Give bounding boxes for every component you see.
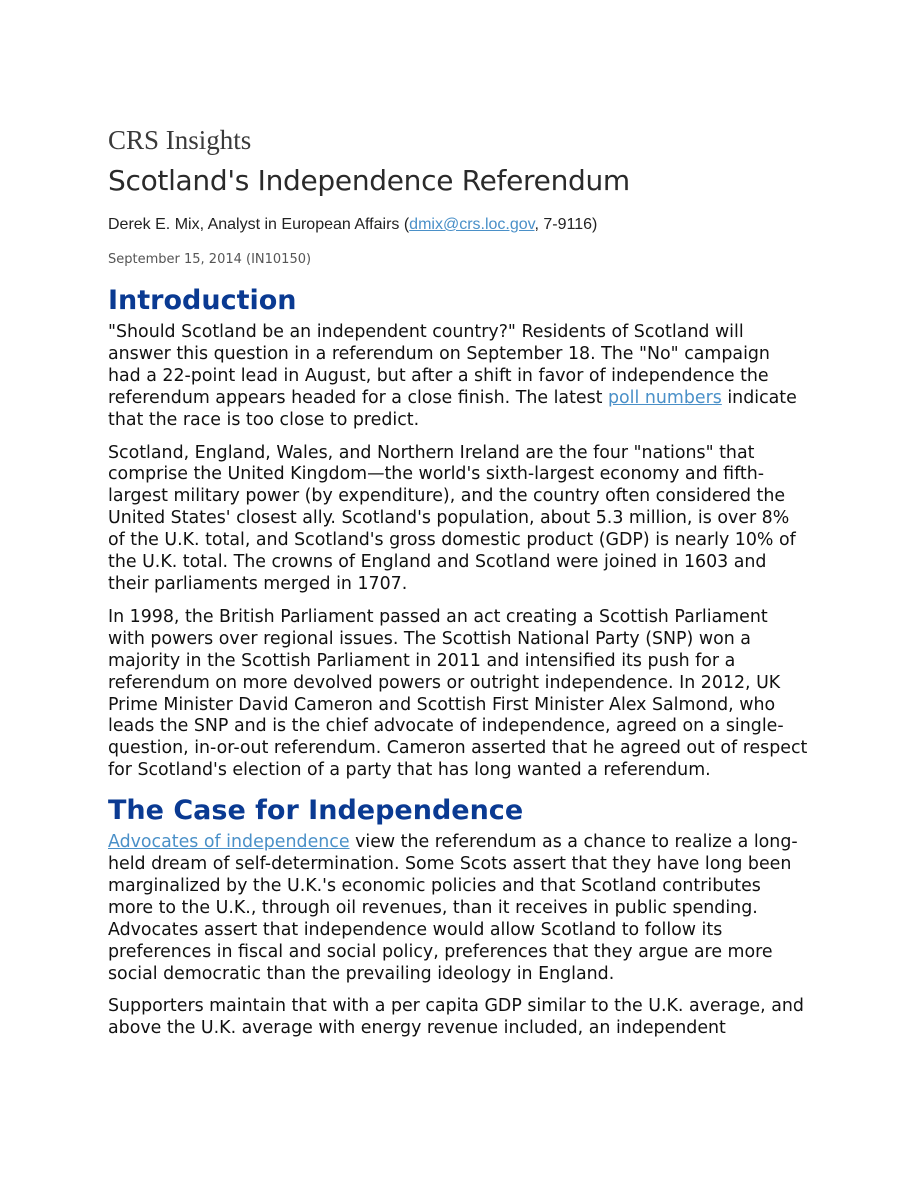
report-title: Scotland's Independence Referendum: [108, 164, 630, 197]
report-date: September 15, 2014 (IN10150): [108, 252, 312, 267]
intro-p1-text-b: indicate that the race is too close to predict.: [108, 387, 797, 430]
poll-numbers-link[interactable]: poll numbers: [608, 387, 722, 408]
intro-paragraph-2: Scotland, England, Wales, and Northern Ireland are the four "nations" that comprise the United Kingdom—the world's sixth-largest economy and fifth-largest military power (by expenditure), and the country often considered the United States' closest ally. Scotland's population, about 5.3 million, is over 8% of the U.K. total, and Scotland's gross domestic product (GDP) is nearly 10% of the U.K. total. The crowns of England and Scotland were joined in 1603 and their parliaments merged in 1707.: [108, 442, 796, 594]
case-p1-text: view the referendum as a chance to realize a long-held dream of self-determination. Some Scots assert that they have long been marginalized by the U.K.'s economic policies and that Scotland contributes more to the U.K., through oil revenues, than it receives in public spending. Advocates assert that independence would allow Scotland to follow its preferences in fiscal and social policy, preferences that they argue are more social democratic than the prevailing ideology in England.: [108, 832, 798, 984]
heading-case-for-independence: The Case for Independence: [108, 795, 524, 827]
case-paragraph-2: Supporters maintain that with a per capita GDP similar to the U.K. average, and above the U.K. average with energy revenue included, an independent: [108, 996, 804, 1039]
author-name: Derek E. Mix, Analyst in European Affairs (: [108, 216, 410, 233]
intro-paragraph-3: In 1998, the British Parliament passed an act creating a Scottish Parliament with powers over regional issues. The Scottish National Party (SNP) won a majority in the Scottish Parliament in 2011 and intensified its push for a referendum on more devolved powers or outright independence. In 2012, UK Prime Minister David Cameron and Scottish First Minister Alex Salmond, who leads the SNP and is the chief advocate of independence, agreed on a single-question, in-or-out referendum. Cameron asserted that he agreed out of respect for Scotland's election of a party that has long wanted a referendum.: [108, 606, 808, 781]
author-email-link[interactable]: dmix@crs.loc.gov: [409, 216, 535, 233]
case-paragraph-1: [108, 832, 808, 985]
intro-paragraph-1: [108, 322, 808, 432]
document-page: [108, 123, 808, 1051]
series-name: CRS Insights: [108, 125, 252, 155]
author-phone: , 7-9116): [534, 216, 598, 233]
advocates-link[interactable]: Advocates of independence: [108, 832, 350, 853]
heading-introduction: Introduction: [108, 285, 297, 316]
author-line: [108, 215, 808, 235]
intro-p1-text-a: "Should Scotland be an independent country?" Residents of Scotland will answer this question in a referendum on September 18. The "No" campaign had a 22-point lead in August, but after a shift in favor of independence the referendum appears headed for a close finish. The latest: [108, 322, 770, 408]
